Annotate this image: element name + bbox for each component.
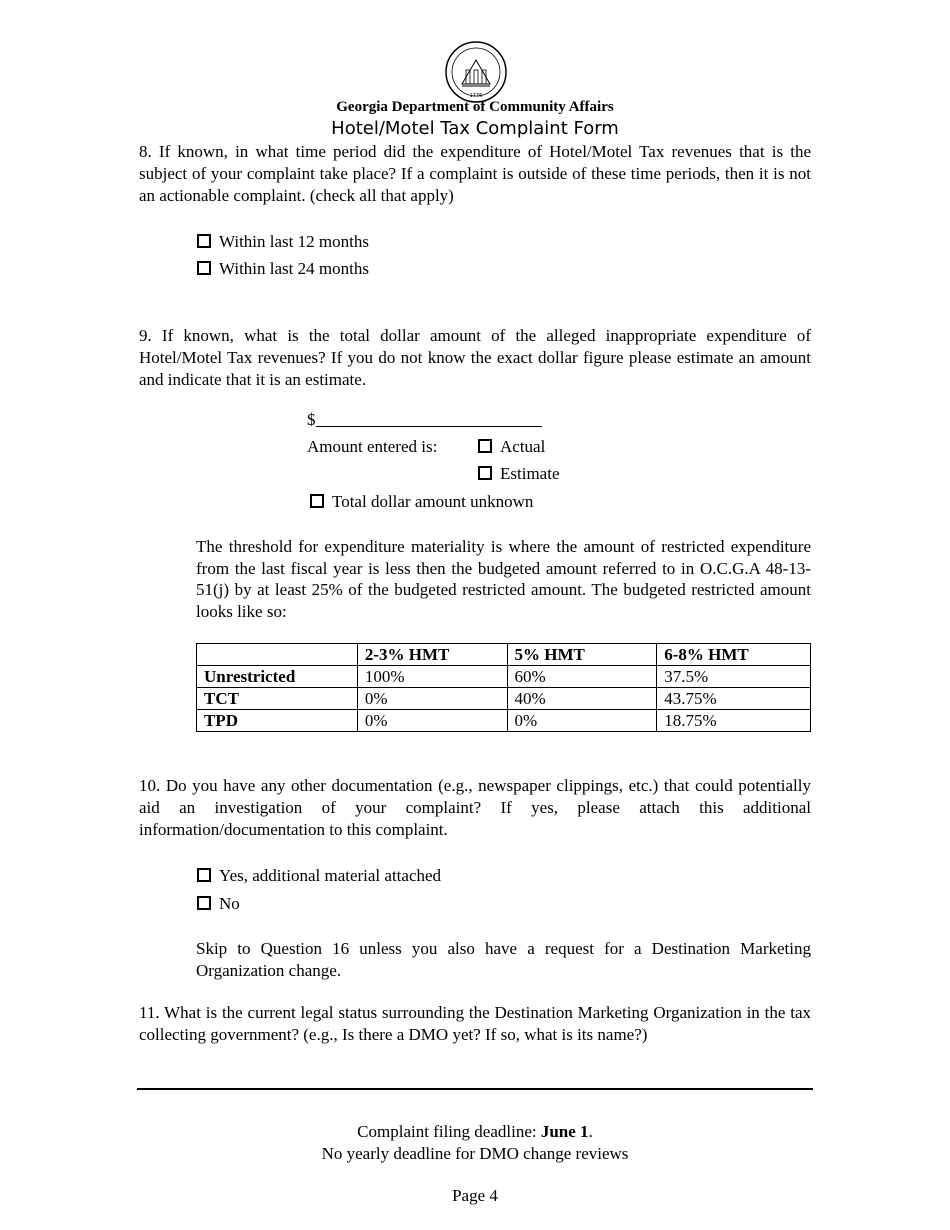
threshold-text: The threshold for expenditure materiality is where the amount of restricted expenditure from the last fiscal year is less then the budgeted amount referred to in O.C.G.A 48-13-51(j) by at least 25% of the budgeted restricted amount. The budgeted restricted amount looks like so: [196,537,811,621]
checkbox-estimate[interactable] [478,466,492,480]
state-seal-icon [444,40,508,104]
table-cell: 37.5% [657,666,811,688]
table-header-cell: 6-8% HMT [657,644,811,666]
option-label: Within last 12 months [219,232,369,251]
row-label: Unrestricted [197,666,358,688]
row-label: TCT [197,688,358,710]
filing-deadline [0,1121,950,1143]
dollar-sign: $ [307,410,316,429]
table-cell: 0% [507,710,657,732]
checkbox-no[interactable] [197,896,211,910]
table-header-cell: 5% HMT [507,644,657,666]
skip-instruction: Skip to Question 16 unless you also have a request for a Destination Marketing Organization change. [196,939,811,980]
organization-name: Georgia Department of Community Affairs [336,99,614,115]
question-11-text: 11. What is the current legal status surrounding the Destination Marketing Organization in the tax collecting government? (e.g., Is there a DMO yet? If so, what is its name?) [139,1003,811,1044]
table-cell: 100% [357,666,507,688]
option-amount-unknown[interactable] [310,491,533,513]
option-label: Within last 24 months [219,259,369,278]
table-row [197,710,811,732]
page-number: Page 4 [452,1186,498,1205]
option-yes-material-attached[interactable] [197,865,441,887]
deadline-period: . [588,1122,593,1141]
table-header-cell: 2-3% HMT [357,644,507,666]
question-10-text: 10. Do you have any other documentation (e.g., newspaper clippings, etc.) that could potentially aid an investigation of your complaint? If yes, please attach this additional information/documentation to this complaint. [139,776,811,839]
question-9-text: 9. If known, what is the total dollar amount of the alleged inappropriate expenditure of Hotel/Motel Tax revenues? If you do not know the exact dollar figure please estimate an amount and indicate that it is an estimate. [139,326,811,389]
table-header-row [197,644,811,666]
table-cell: 18.75% [657,710,811,732]
amount-entered-label: Amount entered is: [307,437,438,456]
option-within-12-months[interactable] [197,231,369,253]
option-label: Estimate [500,464,560,483]
footer-divider [137,1088,813,1090]
budget-restriction-table [196,643,811,732]
deadline-label: Complaint filing deadline: [357,1122,537,1141]
table-cell: 43.75% [657,688,811,710]
checkbox-actual[interactable] [478,439,492,453]
option-label: Actual [500,437,546,456]
checkbox-24-months[interactable] [197,261,211,275]
table-cell: 0% [357,710,507,732]
table-header-cell [197,644,358,666]
table-row [197,666,811,688]
option-label: No [219,894,240,913]
option-estimate[interactable] [478,463,559,485]
dollar-amount-blank[interactable] [316,410,542,427]
row-label: TPD [197,710,358,732]
option-label: Total dollar amount unknown [332,492,534,511]
checkbox-12-months[interactable] [197,234,211,248]
option-no[interactable] [197,893,240,915]
table-cell: 60% [507,666,657,688]
deadline-value: June 1 [540,1122,589,1141]
option-within-24-months[interactable] [197,258,369,280]
seal-year: 1776 [469,93,483,99]
checkbox-amount-unknown[interactable] [310,494,324,508]
checkbox-yes[interactable] [197,868,211,882]
question-8-text: 8. If known, in what time period did the expenditure of Hotel/Motel Tax revenues that is the subject of your complaint take place? If a complaint is outside of these time periods, then it is not an actionable complaint. (check all that apply) [139,142,811,205]
form-title: Hotel/Motel Tax Complaint Form [331,118,619,139]
dollar-amount-field[interactable] [307,409,542,431]
option-label: Yes, additional material attached [219,866,442,885]
dmo-deadline-note: No yearly deadline for DMO change reviews [321,1144,629,1163]
table-cell: 0% [357,688,507,710]
option-actual[interactable] [478,436,545,458]
table-row [197,688,811,710]
table-cell: 40% [507,688,657,710]
